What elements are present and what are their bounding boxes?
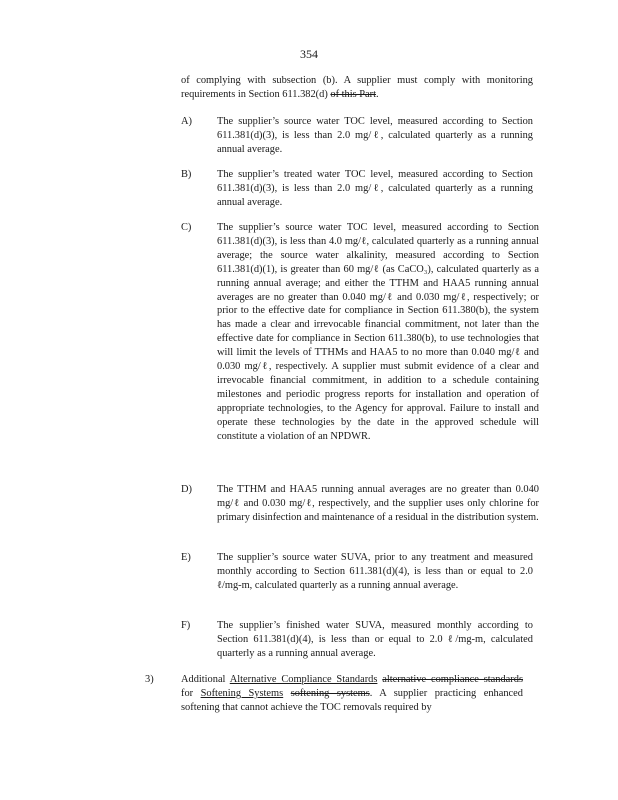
- item-a-text: The supplier’s source water TOC level, measured according to Section 611.381(d)(3), is less than 2.0 mg/ℓ, calculated quarterly as a running annual average.: [217, 116, 533, 155]
- section-3-lead: Additional: [181, 674, 226, 685]
- intro-paragraph: [181, 74, 533, 102]
- section-3-inserted-heading: Alternative Compliance Standards: [229, 674, 378, 685]
- section-3-rest: . A supplier practicing enhanced softening that cannot achieve the TOC removals required by: [181, 687, 523, 713]
- section-3-text: [181, 673, 523, 715]
- section-3-label: 3): [145, 674, 154, 685]
- item-b-text: The supplier’s treated water TOC level, measured according to Section 611.381(d)(3), is less than 2.0 mg/ℓ, calculated quarterly as a running annual average.: [217, 169, 533, 208]
- item-a-label: A): [181, 116, 192, 127]
- item-d-label: D): [181, 484, 192, 495]
- section-3-for: for: [181, 687, 194, 699]
- intro-text: of complying with subsection (b). A supplier must comply with monitoring requirements in Section 611.382(d): [181, 75, 533, 100]
- item-d-text: The TTHM and HAA5 running annual averages are no greater than 0.040 mg/ℓ and 0.030 mg/ℓ, respectively, and the supplier uses only chlorine for primary disinfection and maintenance of a residual in the distribution system.: [217, 484, 539, 523]
- item-c-text: The supplier’s source water TOC level, measured according to Section 611.381(d)(3), is less than 4.0 mg/ℓ, calculated quarterly as a running annual average; the source water alkalinity, measured according to Section 611.381(d)(1), is greater than 60 mg/ℓ (as CaCO₃), calculated quarterly as a running annual average; and either the TTHM and HAA5 running annual averages are no greater than 0.040 mg/ℓ and 0.030 mg/ℓ, respectively; or prior to the effective date for compliance in Section 611.380(b), the system has made a clear and irrevocable financial commitment, not later than the effective date for compliance in Section 611.380(b), to use technologies that will limit the levels of TTHMs and HAA5 to no more than 0.040 mg/ℓ and 0.030 mg/ℓ, respectively. A supplier must submit evidence of a clear and irrevocable financial commitment, in addition to a schedule containing milestones and periodic progress reports for installation and operation of appropriate technologies, to the Agency for approval. Failure to install and operate these technologies by the date in the approved schedule will constitute a violation of an NPDWR.: [217, 222, 539, 442]
- section-3-inserted-systems: Softening Systems: [200, 687, 284, 699]
- item-e-label: E): [181, 552, 191, 563]
- intro-deleted-text: of this Part: [330, 88, 377, 100]
- item-f-label: F): [181, 620, 191, 631]
- section-3-deleted-heading: alternative compliance standards: [382, 674, 523, 685]
- item-e-text: The supplier’s source water SUVA, prior to any treatment and measured monthly according to Section 611.381(d)(4), is less than or equal to 2.0 ℓ/mg-m, calculated quarterly as a running annual average.: [217, 552, 533, 591]
- section-3-deleted-systems: softening systems: [290, 687, 370, 699]
- item-b-label: B): [181, 169, 192, 180]
- item-f-text: The supplier’s finished water SUVA, measured monthly according to Section 611.381(d)(4), is less than or equal to 2.0 ℓ/mg-m, calculated quarterly as a running annual average.: [217, 620, 533, 659]
- item-c-label: C): [181, 222, 192, 233]
- page-number: 354: [300, 47, 318, 61]
- intro-end: .: [376, 88, 379, 100]
